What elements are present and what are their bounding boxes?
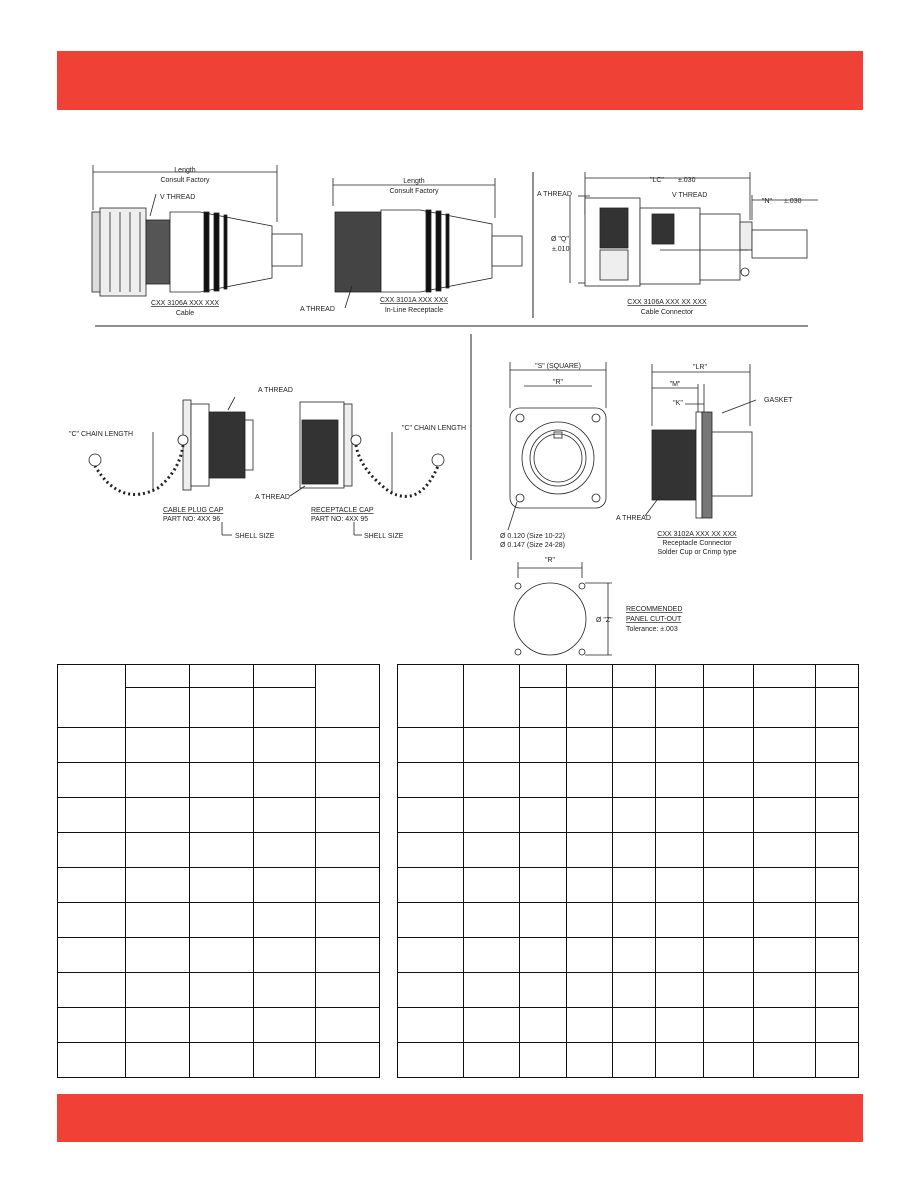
receptacle-desc-2: Solder Cup or Crimp type [657, 549, 737, 556]
table-cell [316, 1008, 380, 1043]
q-tol-label: ±.010 [552, 246, 570, 253]
table-cell [398, 798, 464, 833]
table-cell [656, 665, 704, 688]
table-cell [613, 728, 656, 763]
table-cell [613, 798, 656, 833]
table-cell [398, 868, 464, 903]
table-cell [398, 1008, 464, 1043]
table-cell [613, 833, 656, 868]
table-cell [398, 903, 464, 938]
table-cell [567, 973, 613, 1008]
table-cell [58, 798, 126, 833]
table-cell [398, 938, 464, 973]
s-square-label: "S" (SQUARE) [535, 363, 581, 370]
plug-cap-name: CABLE PLUG CAP [163, 507, 224, 514]
table-cell [704, 665, 754, 688]
table-cell [613, 1008, 656, 1043]
table-cell [520, 665, 567, 688]
table-cell [398, 973, 464, 1008]
table-cell [190, 688, 254, 728]
receptacle-cap-a-thread: A THREAD [255, 494, 290, 501]
table-cell [190, 938, 254, 973]
table-cell [520, 938, 567, 973]
table-cell [656, 973, 704, 1008]
table-cell [126, 1043, 190, 1078]
n-tol-label: ±.030 [784, 198, 802, 205]
table-cell [520, 973, 567, 1008]
table-row [398, 868, 859, 903]
table-cell [816, 833, 859, 868]
table-cell [464, 903, 520, 938]
table-cell [126, 665, 190, 688]
k-label: "K" [673, 400, 683, 407]
table-row [58, 868, 380, 903]
table-cell [316, 1043, 380, 1078]
cc-part-no: CXX 3106A XXX XX XXX [627, 299, 707, 306]
table-cell [464, 798, 520, 833]
plug-a-thread-label: A THREAD [258, 387, 293, 394]
table-cell [316, 903, 380, 938]
table-cell [464, 763, 520, 798]
table-row [58, 763, 380, 798]
table-cell [754, 868, 816, 903]
table-row [398, 798, 859, 833]
inline-receptacle-drawing [333, 178, 522, 308]
table-row [398, 1043, 859, 1078]
table-cell [316, 973, 380, 1008]
lr-label: "LR" [693, 364, 707, 371]
table-cell [704, 728, 754, 763]
table-cell [816, 665, 859, 688]
table-cell [398, 833, 464, 868]
receptacle-chain-label: "C" CHAIN LENGTH [402, 425, 467, 432]
table-cell [816, 973, 859, 1008]
table-cell [656, 903, 704, 938]
table-cell [754, 1043, 816, 1078]
table-cell [816, 1008, 859, 1043]
table-header-row [398, 665, 859, 688]
table-cell [398, 1043, 464, 1078]
table-cell [520, 868, 567, 903]
table-cell [520, 798, 567, 833]
n-label: "N" [762, 198, 773, 205]
table-cell [126, 688, 190, 728]
q-label: Ø "Q" [551, 236, 569, 243]
table-cell [704, 903, 754, 938]
table-cell [316, 868, 380, 903]
table-cell [398, 728, 464, 763]
table-cell [704, 1043, 754, 1078]
table-cell [254, 665, 316, 688]
table-cell [816, 688, 859, 728]
table-cell [567, 1008, 613, 1043]
receptacle-shell-size: SHELL SIZE [364, 533, 404, 540]
table-cell [704, 688, 754, 728]
table-row [58, 798, 380, 833]
table-cell [190, 665, 254, 688]
table-cell [190, 1008, 254, 1043]
table-cell [656, 1043, 704, 1078]
table-row [58, 728, 380, 763]
table-cell [254, 1043, 316, 1078]
table-cell [464, 973, 520, 1008]
table-cell [754, 833, 816, 868]
receptacle-cap-name: RECEPTACLE CAP [311, 507, 374, 514]
table-cell [613, 903, 656, 938]
table-cell [58, 728, 126, 763]
table-cell [754, 798, 816, 833]
table-cell [58, 903, 126, 938]
table-cell [190, 903, 254, 938]
table-cell [656, 728, 704, 763]
receptacle-part-no: CXX 3102A XXX XX XXX [657, 531, 737, 538]
table-cell [754, 1008, 816, 1043]
table-cell [254, 728, 316, 763]
plug-chain-label: "C" CHAIN LENGTH [69, 431, 134, 438]
table-cell [58, 1043, 126, 1078]
panel-cutout-drawing [514, 562, 612, 655]
table-cell [126, 728, 190, 763]
table-row [398, 903, 859, 938]
table-cell [464, 665, 520, 728]
table-cell [126, 798, 190, 833]
table-cell [126, 973, 190, 1008]
hole-size-1: Ø 0.120 (Size 10-22) [500, 533, 565, 540]
table-row [398, 833, 859, 868]
table-cell [613, 763, 656, 798]
table-cell [816, 903, 859, 938]
receptacle-front-view [508, 362, 606, 530]
plug-cap-part-no: PART NO: 4XX 96 [163, 516, 221, 523]
table-cell [704, 938, 754, 973]
inline-length-label: Length [403, 178, 425, 185]
cable-plug-cap-drawing [89, 397, 253, 535]
table-cell [520, 763, 567, 798]
table-cell [316, 728, 380, 763]
table-cell [190, 833, 254, 868]
table-cell [567, 938, 613, 973]
table-cell [58, 1008, 126, 1043]
table-cell [190, 1043, 254, 1078]
table-cell [816, 728, 859, 763]
m-label: "M" [669, 381, 681, 388]
table-cell [254, 763, 316, 798]
table-cell [190, 728, 254, 763]
r-label-front: "R" [552, 379, 564, 386]
cable-connector-drawing [570, 172, 818, 286]
table-cell [613, 868, 656, 903]
table-cell [754, 728, 816, 763]
cc-name: Cable Connector [640, 309, 694, 316]
table-cell [126, 903, 190, 938]
table-cell [816, 763, 859, 798]
cable-name: Cable [175, 310, 195, 317]
table-row [398, 763, 859, 798]
table-row [398, 973, 859, 1008]
table-cell [316, 763, 380, 798]
side-a-thread-label: A THREAD [616, 515, 651, 522]
table-cell [464, 868, 520, 903]
table-cell [656, 688, 704, 728]
table-cell [126, 833, 190, 868]
table-cell [704, 833, 754, 868]
table-cell [316, 798, 380, 833]
table-cell [816, 938, 859, 973]
table-cell [704, 763, 754, 798]
cable-length-label: Length [174, 167, 196, 174]
table-cell [613, 665, 656, 688]
table-cell [754, 763, 816, 798]
table-cell [613, 688, 656, 728]
table-cell [704, 973, 754, 1008]
cutout-title-2: PANEL CUT-OUT [626, 616, 682, 623]
table-cell [816, 1043, 859, 1078]
receptacle-desc-1: Receptacle Connector [662, 540, 732, 547]
cable-drawing [92, 165, 302, 296]
table-cell [316, 833, 380, 868]
table-row [398, 728, 859, 763]
table-cell [254, 903, 316, 938]
table-cell [58, 833, 126, 868]
table-cell [464, 833, 520, 868]
cc-a-thread-label: A THREAD [537, 191, 572, 198]
table-cell [754, 903, 816, 938]
table-cell [567, 1043, 613, 1078]
inline-a-thread-label: A THREAD [300, 306, 335, 313]
table-cell [190, 763, 254, 798]
table-cell [567, 833, 613, 868]
right-dimension-table [397, 664, 859, 1078]
receptacle-cap-part-no: PART NO: 4XX 95 [311, 516, 369, 523]
table-cell [254, 688, 316, 728]
cc-v-thread-label: V THREAD [672, 192, 708, 199]
table-row [58, 973, 380, 1008]
table-cell [567, 763, 613, 798]
table-cell [254, 798, 316, 833]
table-header-row [58, 665, 380, 688]
table-cell [567, 688, 613, 728]
inline-consult-label: Consult Factory [389, 188, 439, 195]
table-cell [613, 973, 656, 1008]
inline-part-no: CXX 3101A XXX XXX [379, 297, 449, 304]
table-cell [816, 798, 859, 833]
z-label: Ø "Z" [596, 617, 613, 624]
bottom-footer-band [57, 1094, 863, 1142]
left-dimension-table [57, 664, 380, 1078]
plug-shell-size: SHELL SIZE [235, 533, 275, 540]
cable-consult-label: Consult Factory [160, 177, 210, 184]
table-cell [464, 1008, 520, 1043]
table-cell [398, 665, 464, 728]
table-cell [254, 833, 316, 868]
cutout-title-1: RECOMMENDED [626, 606, 683, 613]
table-cell [656, 1008, 704, 1043]
table-cell [464, 728, 520, 763]
table-cell [520, 903, 567, 938]
table-row [398, 938, 859, 973]
table-cell [754, 938, 816, 973]
table-cell [656, 763, 704, 798]
table-cell [190, 973, 254, 1008]
table-cell [464, 938, 520, 973]
table-cell [58, 763, 126, 798]
table-cell [754, 973, 816, 1008]
table-cell [398, 763, 464, 798]
table-cell [520, 833, 567, 868]
cutout-r-label: "R" [544, 557, 556, 564]
table-cell [520, 688, 567, 728]
table-cell [704, 1008, 754, 1043]
table-cell [190, 798, 254, 833]
table-row [58, 903, 380, 938]
table-row [58, 1008, 380, 1043]
table-cell [254, 938, 316, 973]
table-cell [656, 938, 704, 973]
table-row [58, 833, 380, 868]
table-cell [613, 938, 656, 973]
table-cell [126, 1008, 190, 1043]
table-cell [704, 798, 754, 833]
table-cell [567, 728, 613, 763]
cutout-tolerance: Tolerance: ±.003 [626, 626, 678, 633]
table-cell [316, 665, 380, 728]
table-cell [254, 973, 316, 1008]
table-cell [704, 868, 754, 903]
table-cell [254, 868, 316, 903]
table-cell [520, 728, 567, 763]
table-cell [520, 1008, 567, 1043]
table-cell [567, 798, 613, 833]
table-cell [656, 868, 704, 903]
table-cell [520, 1043, 567, 1078]
table-cell [754, 688, 816, 728]
table-cell [58, 938, 126, 973]
table-cell [126, 938, 190, 973]
table-cell [58, 868, 126, 903]
table-cell [567, 903, 613, 938]
receptacle-side-view [645, 364, 756, 518]
table-row [58, 1043, 380, 1078]
gasket-label: GASKET [764, 397, 793, 404]
lc-tol-label: ±.030 [678, 177, 696, 184]
cable-part-no: CXX 3106A XXX XXX [150, 300, 220, 307]
table-cell [567, 665, 613, 688]
table-cell [567, 868, 613, 903]
table-row [58, 938, 380, 973]
table-cell [58, 665, 126, 728]
table-cell [126, 763, 190, 798]
table-cell [464, 1043, 520, 1078]
lc-label: "LC" [650, 177, 664, 184]
table-cell [656, 833, 704, 868]
table-cell [316, 938, 380, 973]
inline-name: In-Line Receptacle [384, 307, 444, 314]
table-cell [190, 868, 254, 903]
hole-size-2: Ø 0.147 (Size 24-28) [500, 542, 565, 549]
table-cell [254, 1008, 316, 1043]
table-cell [126, 868, 190, 903]
cable-v-thread-label: V THREAD [160, 194, 196, 201]
table-cell [613, 1043, 656, 1078]
table-cell [816, 868, 859, 903]
table-cell [754, 665, 816, 688]
table-row [398, 1008, 859, 1043]
table-cell [58, 973, 126, 1008]
table-cell [656, 798, 704, 833]
